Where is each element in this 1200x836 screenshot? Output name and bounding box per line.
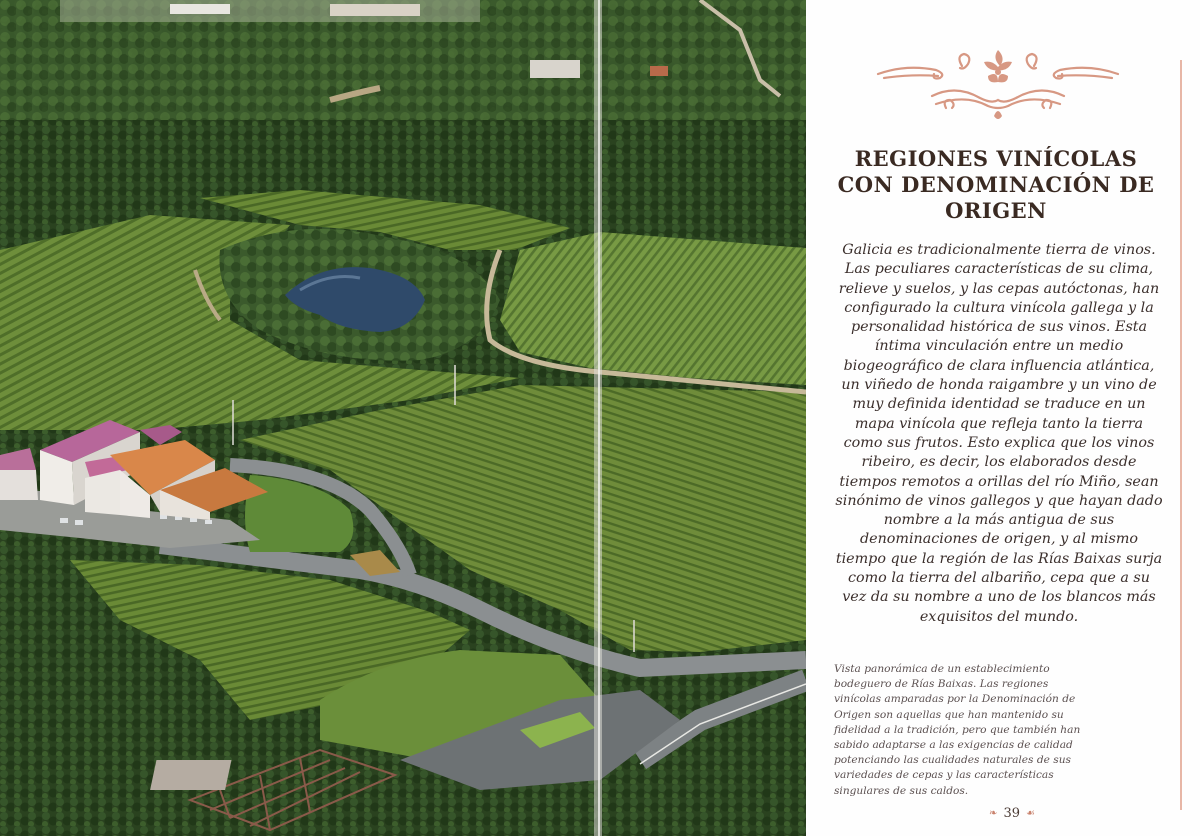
article-body: Galicia es tradicionalmente tierra de vinos. Las peculiares características de su clima, relieve y suelos, y las cepas autóctonas, han configurado la cultura vinícola gallega y la personalidad histórica de sus vinos. Esta íntima vinculación entre un medio biogeográfico de clara influencia atlántica, un viñedo de honda raigambre y un vino de muy definida identidad se traduce en un mapa vinícola que refleja tanto la tierra como sus frutos. Esto explica que los vinos ribeiro, es decir, los elaborados desde tiempos remotos a orillas del río Miño, sean sinónimo de vinos gallegos y que hayan dado nombre a la más antigua de sus denominaciones de origen, y al mismo tiempo que la región de las Rías Baixas surja como la tierra del albariño, cepa que a su vez da su nombre a uno de los blancos más exquisitos del mundo. bbox=[835, 242, 1163, 625]
page-number-value: 39 bbox=[1003, 806, 1020, 821]
leaf-ornament-icon: ☙ bbox=[1025, 808, 1035, 819]
floral-scroll-ornament-icon bbox=[876, 44, 1120, 128]
photo-caption: Vista panorámica de un establecimiento bodeguero de Rías Baixas. Las regiones vinícolas amparadas por la Denominación de Origen son aquellas que han mantenido su fidelidad a la tradición, pero que también han sabido adaptarse a las exigencias de calidad potenciando las cualidades naturales de sus variedades de cepas y las características singulares de sus caldos. bbox=[834, 663, 1081, 797]
article-title: REGIONES VINÍCOLAS CON DENOMINACIÓN DE ORIGEN bbox=[837, 146, 1155, 223]
text-page bbox=[806, 0, 1200, 836]
page-number bbox=[972, 806, 1052, 826]
page-border-rule bbox=[1180, 60, 1182, 810]
leaf-ornament-icon: ❧ bbox=[989, 808, 998, 819]
